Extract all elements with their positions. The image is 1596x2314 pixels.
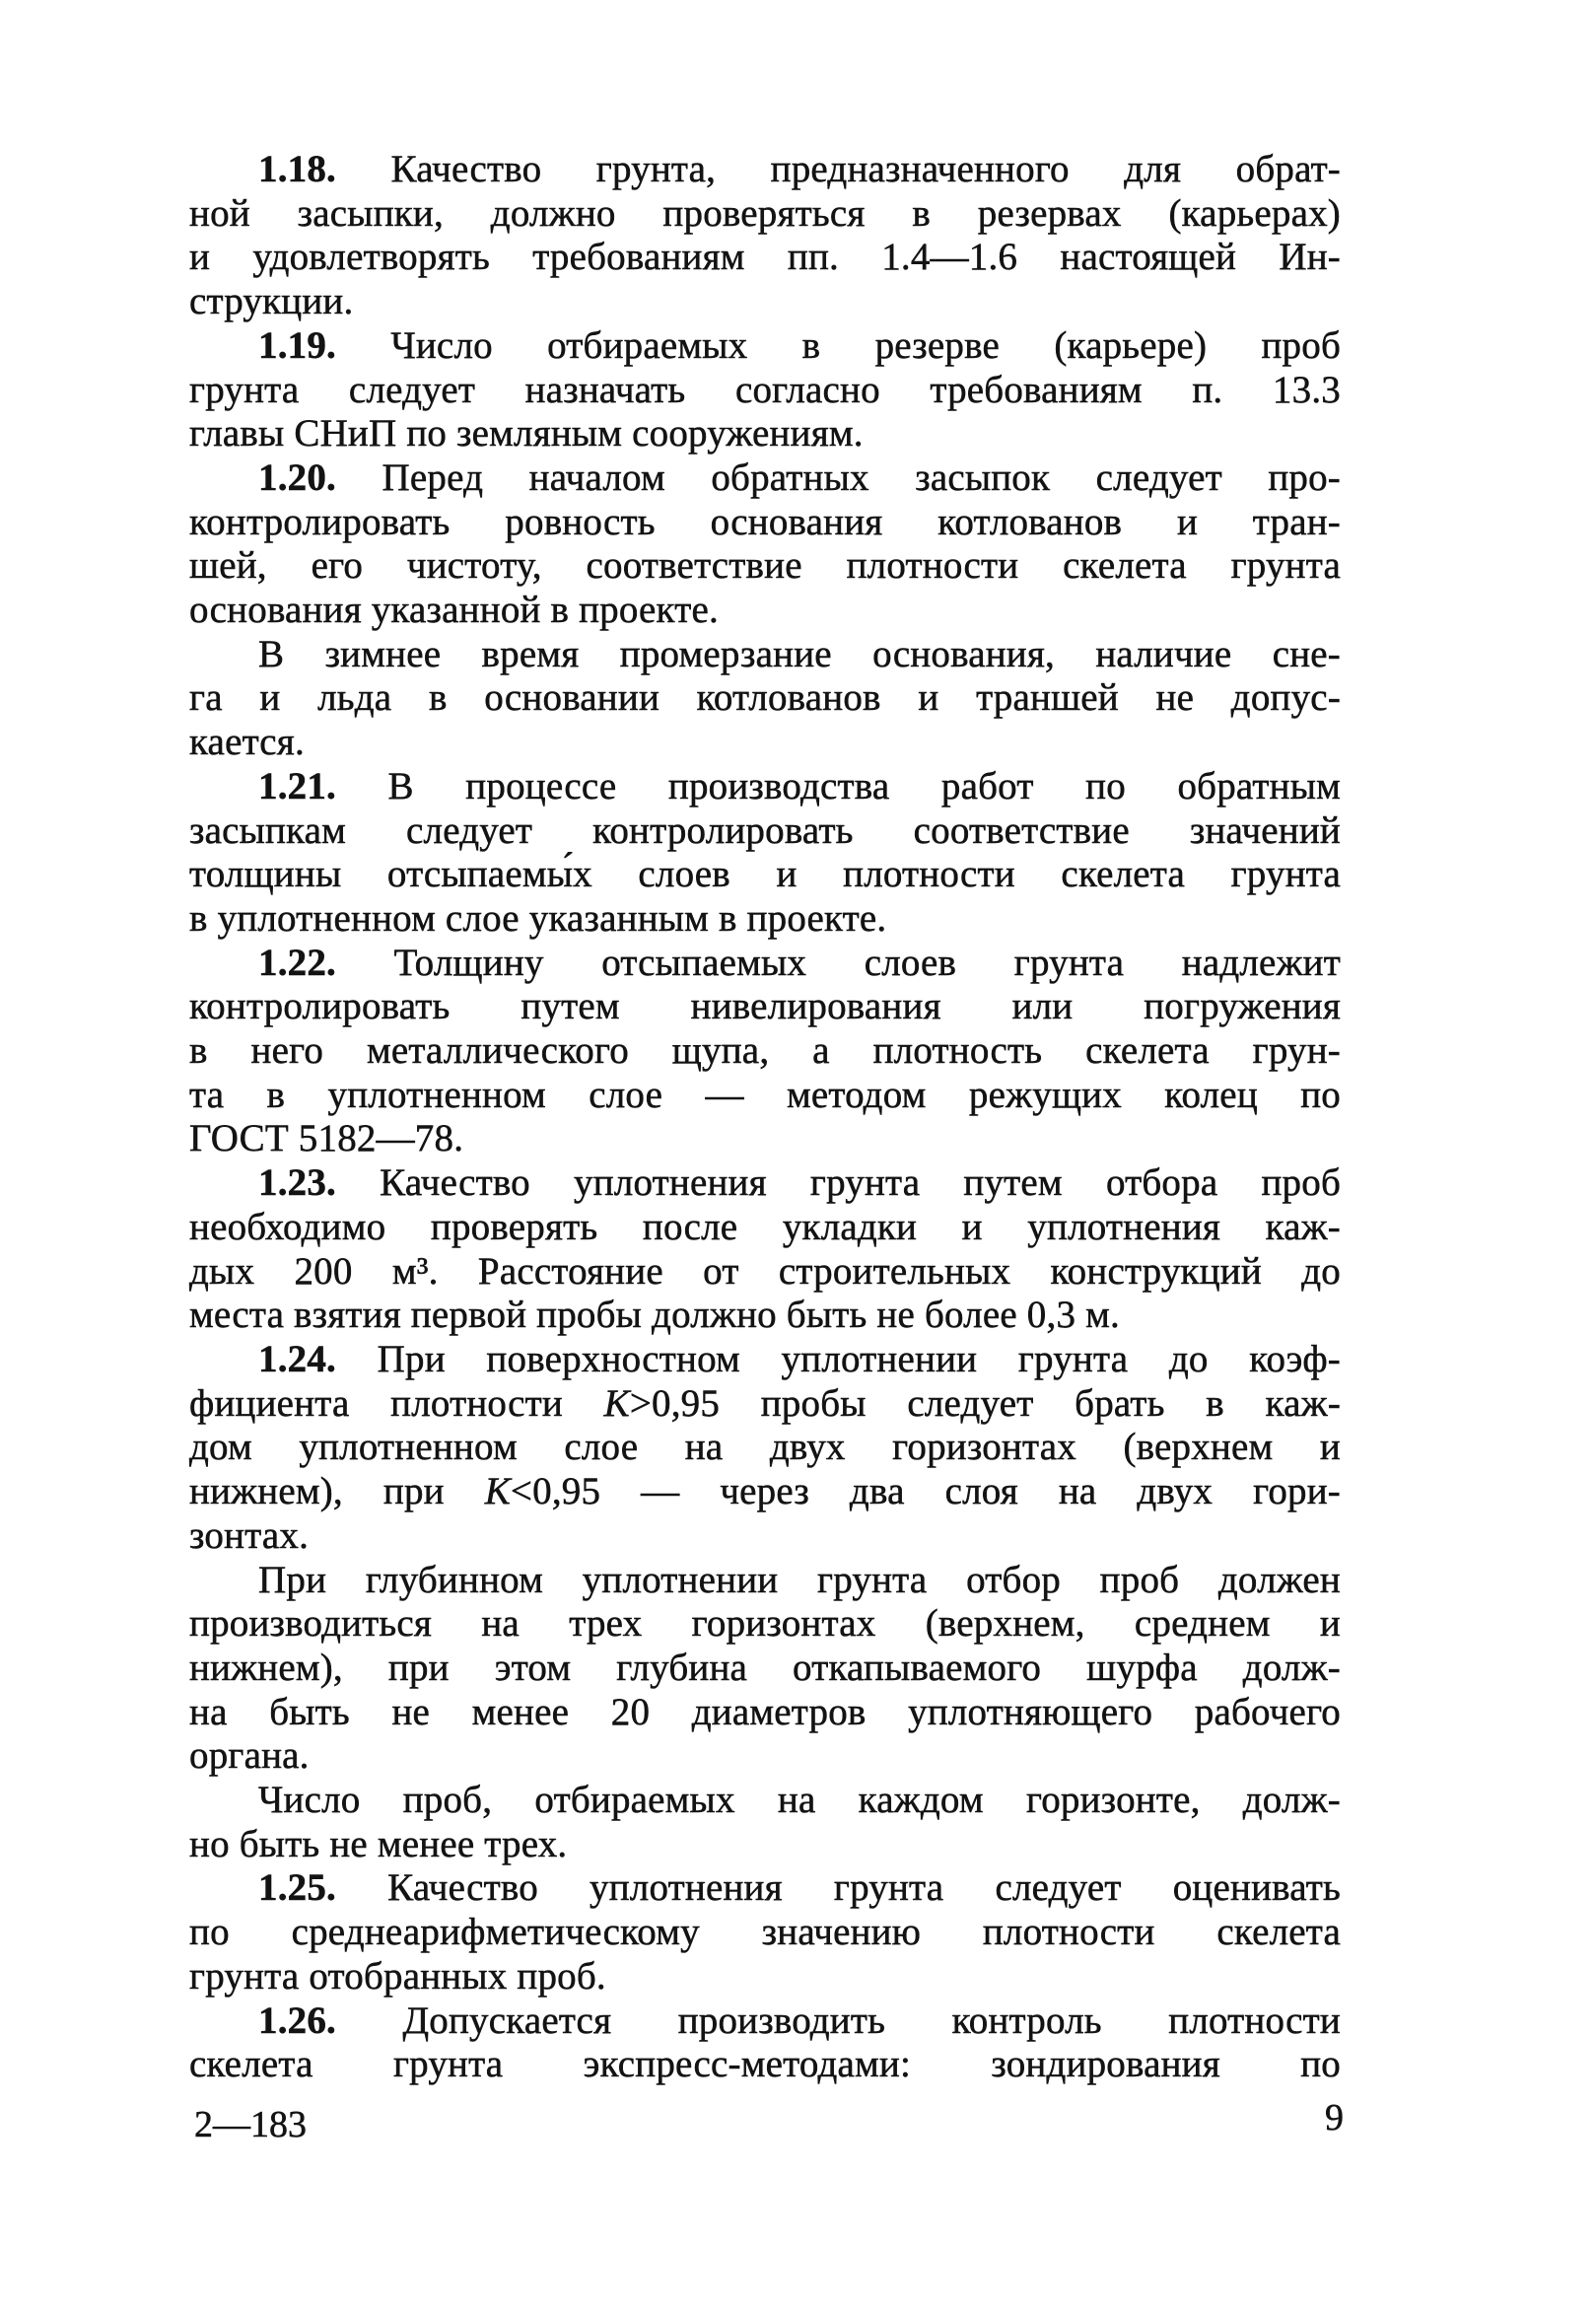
text-line: шей, его чистоту, соответствие плотности скелета грунта (189, 544, 1341, 588)
paragraph-number: 1.19. (258, 323, 336, 367)
text-line: на быть не менее 20 диаметров уплотняющего рабочего (189, 1690, 1341, 1733)
text-line: грунта отобранных проб. (189, 1954, 606, 1998)
text-line: толщины отсыпаемы́х слоев и плотности скелета грунта (189, 853, 1341, 896)
text-line: нижнем), при K<0,95 — через два слоя на двух гори- (189, 1470, 1341, 1513)
text-line: 1.18. Качество грунта, предназначенного для обрат- (258, 148, 1341, 190)
text-line: грунта следует назначать согласно требованиям п. 13.3 (189, 368, 1341, 411)
text-line: 1.25. Качество уплотнения грунта следует оценивать (258, 1866, 1341, 1910)
emphasis-text: K (603, 1381, 630, 1425)
text-line: и удовлетворять требованиям пп. 1.4—1.6 настоящей Ин- (189, 236, 1341, 279)
text-line: ГОСТ 5182—78. (189, 1117, 464, 1160)
paragraph-number: 1.22. (258, 941, 336, 984)
text-line: по среднеарифметическому значению плотности скелета (189, 1911, 1341, 1954)
text-line: в него металлического щупа, а плотность скелета грун- (189, 1029, 1341, 1073)
text-line: но быть не менее трех. (189, 1822, 568, 1865)
text-line: главы СНиП по земляным сооружениям. (189, 412, 864, 456)
text-line: кается. (189, 721, 305, 764)
text-line: основания указанной в проекте. (189, 589, 719, 632)
paragraph-number: 1.20. (258, 456, 336, 499)
emphasis-text: K (484, 1470, 511, 1513)
text-line: места взятия первой пробы должно быть не более 0,3 м. (189, 1294, 1120, 1337)
text-line: 1.20. Перед началом обратных засыпок следует про- (258, 456, 1341, 499)
text-line: необходимо проверять после укладки и уплотнения каж- (189, 1205, 1341, 1248)
paragraph-number: 1.24. (258, 1337, 336, 1380)
text-line: нижнем), при этом глубина откапываемого шурфа долж- (189, 1646, 1341, 1689)
text-line: 1.23. Качество уплотнения грунта путем отбора проб (258, 1161, 1341, 1205)
print-signature: 2—183 (194, 2104, 307, 2145)
text-line: контролировать ровность основания котлованов и тран- (189, 500, 1341, 543)
text-line: Число проб, отбираемых на каждом горизонте, долж- (258, 1779, 1341, 1822)
paragraph-number: 1.26. (258, 1998, 336, 2042)
text-line: контролировать путем нивелирования или погружения (189, 985, 1341, 1028)
text-line: дом уплотненном слое на двух горизонтах (верхнем и (189, 1426, 1341, 1469)
text-line: ной засыпки, должно проверяться в резервах (карьерах) (189, 191, 1341, 235)
text-line: 1.22. Толщину отсыпаемых слоев грунта надлежит (258, 941, 1341, 984)
page-text (189, 148, 1341, 2087)
text-line: 1.26. Допускается производить контроль плотности (258, 1998, 1341, 2042)
paragraph-number: 1.25. (258, 1866, 336, 1910)
text-line: в уплотненном слое указанным в проекте. (189, 896, 887, 940)
text-line: скелета грунта экспресс-методами: зондирования по (189, 2043, 1341, 2086)
text-line: струкции. (189, 280, 354, 323)
page-number: 9 (1325, 2097, 1344, 2139)
text-line: засыпкам следует контролировать соответствие значений (189, 808, 1341, 852)
text-line: га и льда в основании котлованов и траншей не допус- (189, 676, 1341, 720)
text-line: 1.21. В процессе производства работ по обратным (258, 764, 1341, 807)
text-line: производиться на трех горизонтах (верхнем, среднем и (189, 1602, 1341, 1646)
text-line: фициента плотности K>0,95 пробы следует брать в каж- (189, 1381, 1342, 1425)
text-line: 1.19. Число отбираемых в резерве (карьере) проб (258, 323, 1341, 367)
paragraph-number: 1.23. (258, 1161, 336, 1205)
text-line: дых 200 м³. Расстояние от строительных конструкций до (189, 1249, 1341, 1293)
text-line: та в уплотненном слое — методом режущих колец по (189, 1073, 1341, 1116)
text-line: В зимнее время промерзание основания, наличие сне- (258, 632, 1341, 675)
text-line: 1.24. При поверхностном уплотнении грунта до коэф- (258, 1337, 1341, 1380)
paragraph-number: 1.21. (258, 764, 336, 807)
text-line: органа. (189, 1734, 310, 1778)
text-line: При глубинном уплотнении грунта отбор проб должен (258, 1558, 1341, 1601)
text-line: зонтах. (189, 1513, 310, 1557)
paragraph-number: 1.18. (258, 148, 336, 190)
